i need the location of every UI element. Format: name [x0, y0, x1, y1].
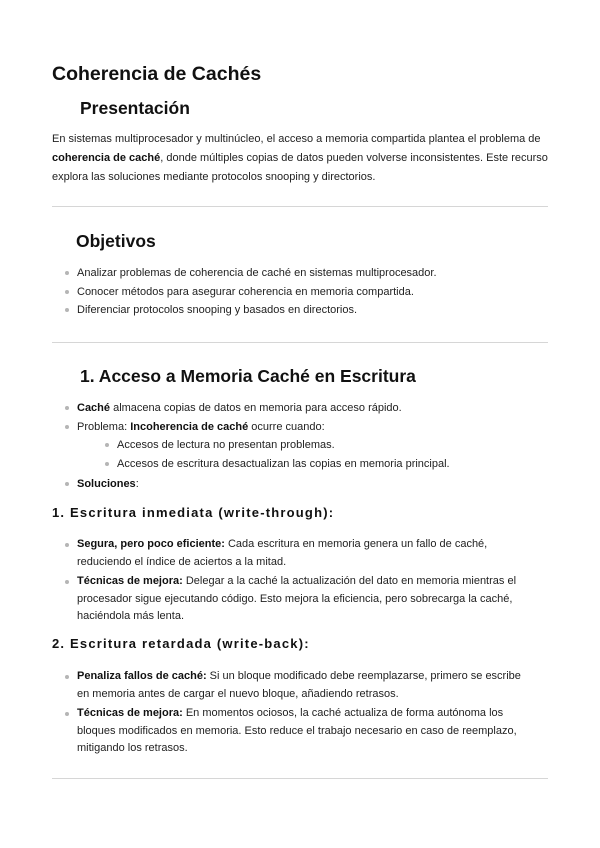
list-item: Conocer métodos para asegurar coherencia en memoria compartida. [62, 283, 542, 302]
nested-list-item: Accesos de escritura desactualizan las copias en memoria principal. [77, 455, 542, 474]
item-text: almacena copias de datos en memoria para acceso rápido. [110, 402, 402, 414]
bold-term: Técnicas de mejora: [77, 575, 183, 587]
section-heading-acceso-memoria: 1. Acceso a Memoria Caché en Escritura [80, 366, 416, 386]
paragraph-text: En sistemas multiprocesador y multinúcleo, el acceso a memoria compartida plantea el problema de [52, 133, 541, 145]
item-text: ocurre cuando: [248, 420, 325, 433]
section-heading-objetivos: Objetivos [76, 231, 156, 251]
write-through-list [62, 536, 532, 628]
list-item [62, 399, 542, 418]
nested-list-item: Accesos de lectura no presentan problemas. [77, 436, 542, 455]
subheading-write-back: 2. Escritura retardada (write-back): [52, 636, 310, 651]
item-text: Si un bloque modificado debe reemplazarse, primero se escribe en memoria antes de cargar el nuevo bloque, añadiendo retrasos. [77, 670, 521, 700]
subheading-write-through: 1. Escritura inmediata (write-through): [52, 505, 335, 520]
item-text: : [135, 478, 139, 490]
write-back-list [62, 668, 532, 760]
list-item [62, 668, 532, 703]
list-item [62, 573, 532, 626]
item-text: En momentos ociosos, la caché actualiza de forma autónoma los bloques modificados en memoria. Esto reduce el trabajo necesario en caso de reemplazo, mitigando los retrasos. [77, 707, 517, 754]
section-divider [52, 206, 548, 207]
list-item [62, 418, 542, 474]
bold-term: Penaliza fallos de caché: [77, 670, 207, 682]
bold-term: Segura, pero poco eficiente: [77, 538, 225, 550]
item-text: Problema: [77, 420, 131, 433]
document-title: Coherencia de Cachés [52, 63, 262, 85]
list-item [62, 705, 532, 758]
list-item [62, 475, 542, 494]
bold-term: Caché [77, 402, 111, 414]
item-text: Delegar a la caché la actualización del dato en memoria mientras el procesador sigue ejecutando código. Esto mejora la eficiencia, pero sobrecarga la caché, haciéndola más lenta. [77, 575, 517, 622]
nested-list [77, 436, 542, 473]
bold-term: Soluciones [77, 478, 136, 490]
paragraph-text: , donde múltiples copias de datos pueden volverse inconsistentes. Este recurso explora las soluciones mediante protocolos snooping y directorios. [52, 152, 548, 183]
list-item [62, 536, 532, 571]
acceso-memoria-list [62, 399, 542, 494]
list-item: Analizar problemas de coherencia de caché en sistemas multiprocesador. [62, 264, 542, 283]
objetivos-list [62, 264, 542, 320]
paragraph-bold-term: coherencia de caché [52, 152, 161, 164]
bold-term: Incoherencia de caché [130, 420, 249, 433]
section-heading-presentacion: Presentación [80, 98, 190, 118]
list-item: Diferenciar protocolos snooping y basados en directorios. [62, 301, 542, 320]
section-divider [52, 778, 548, 779]
section-divider [52, 342, 548, 343]
bold-term: Técnicas de mejora: [77, 707, 183, 719]
presentacion-paragraph [52, 130, 552, 187]
item-text: Cada escritura en memoria genera un fallo de caché, reduciendo el índice de aciertos a la mitad. [77, 538, 488, 568]
